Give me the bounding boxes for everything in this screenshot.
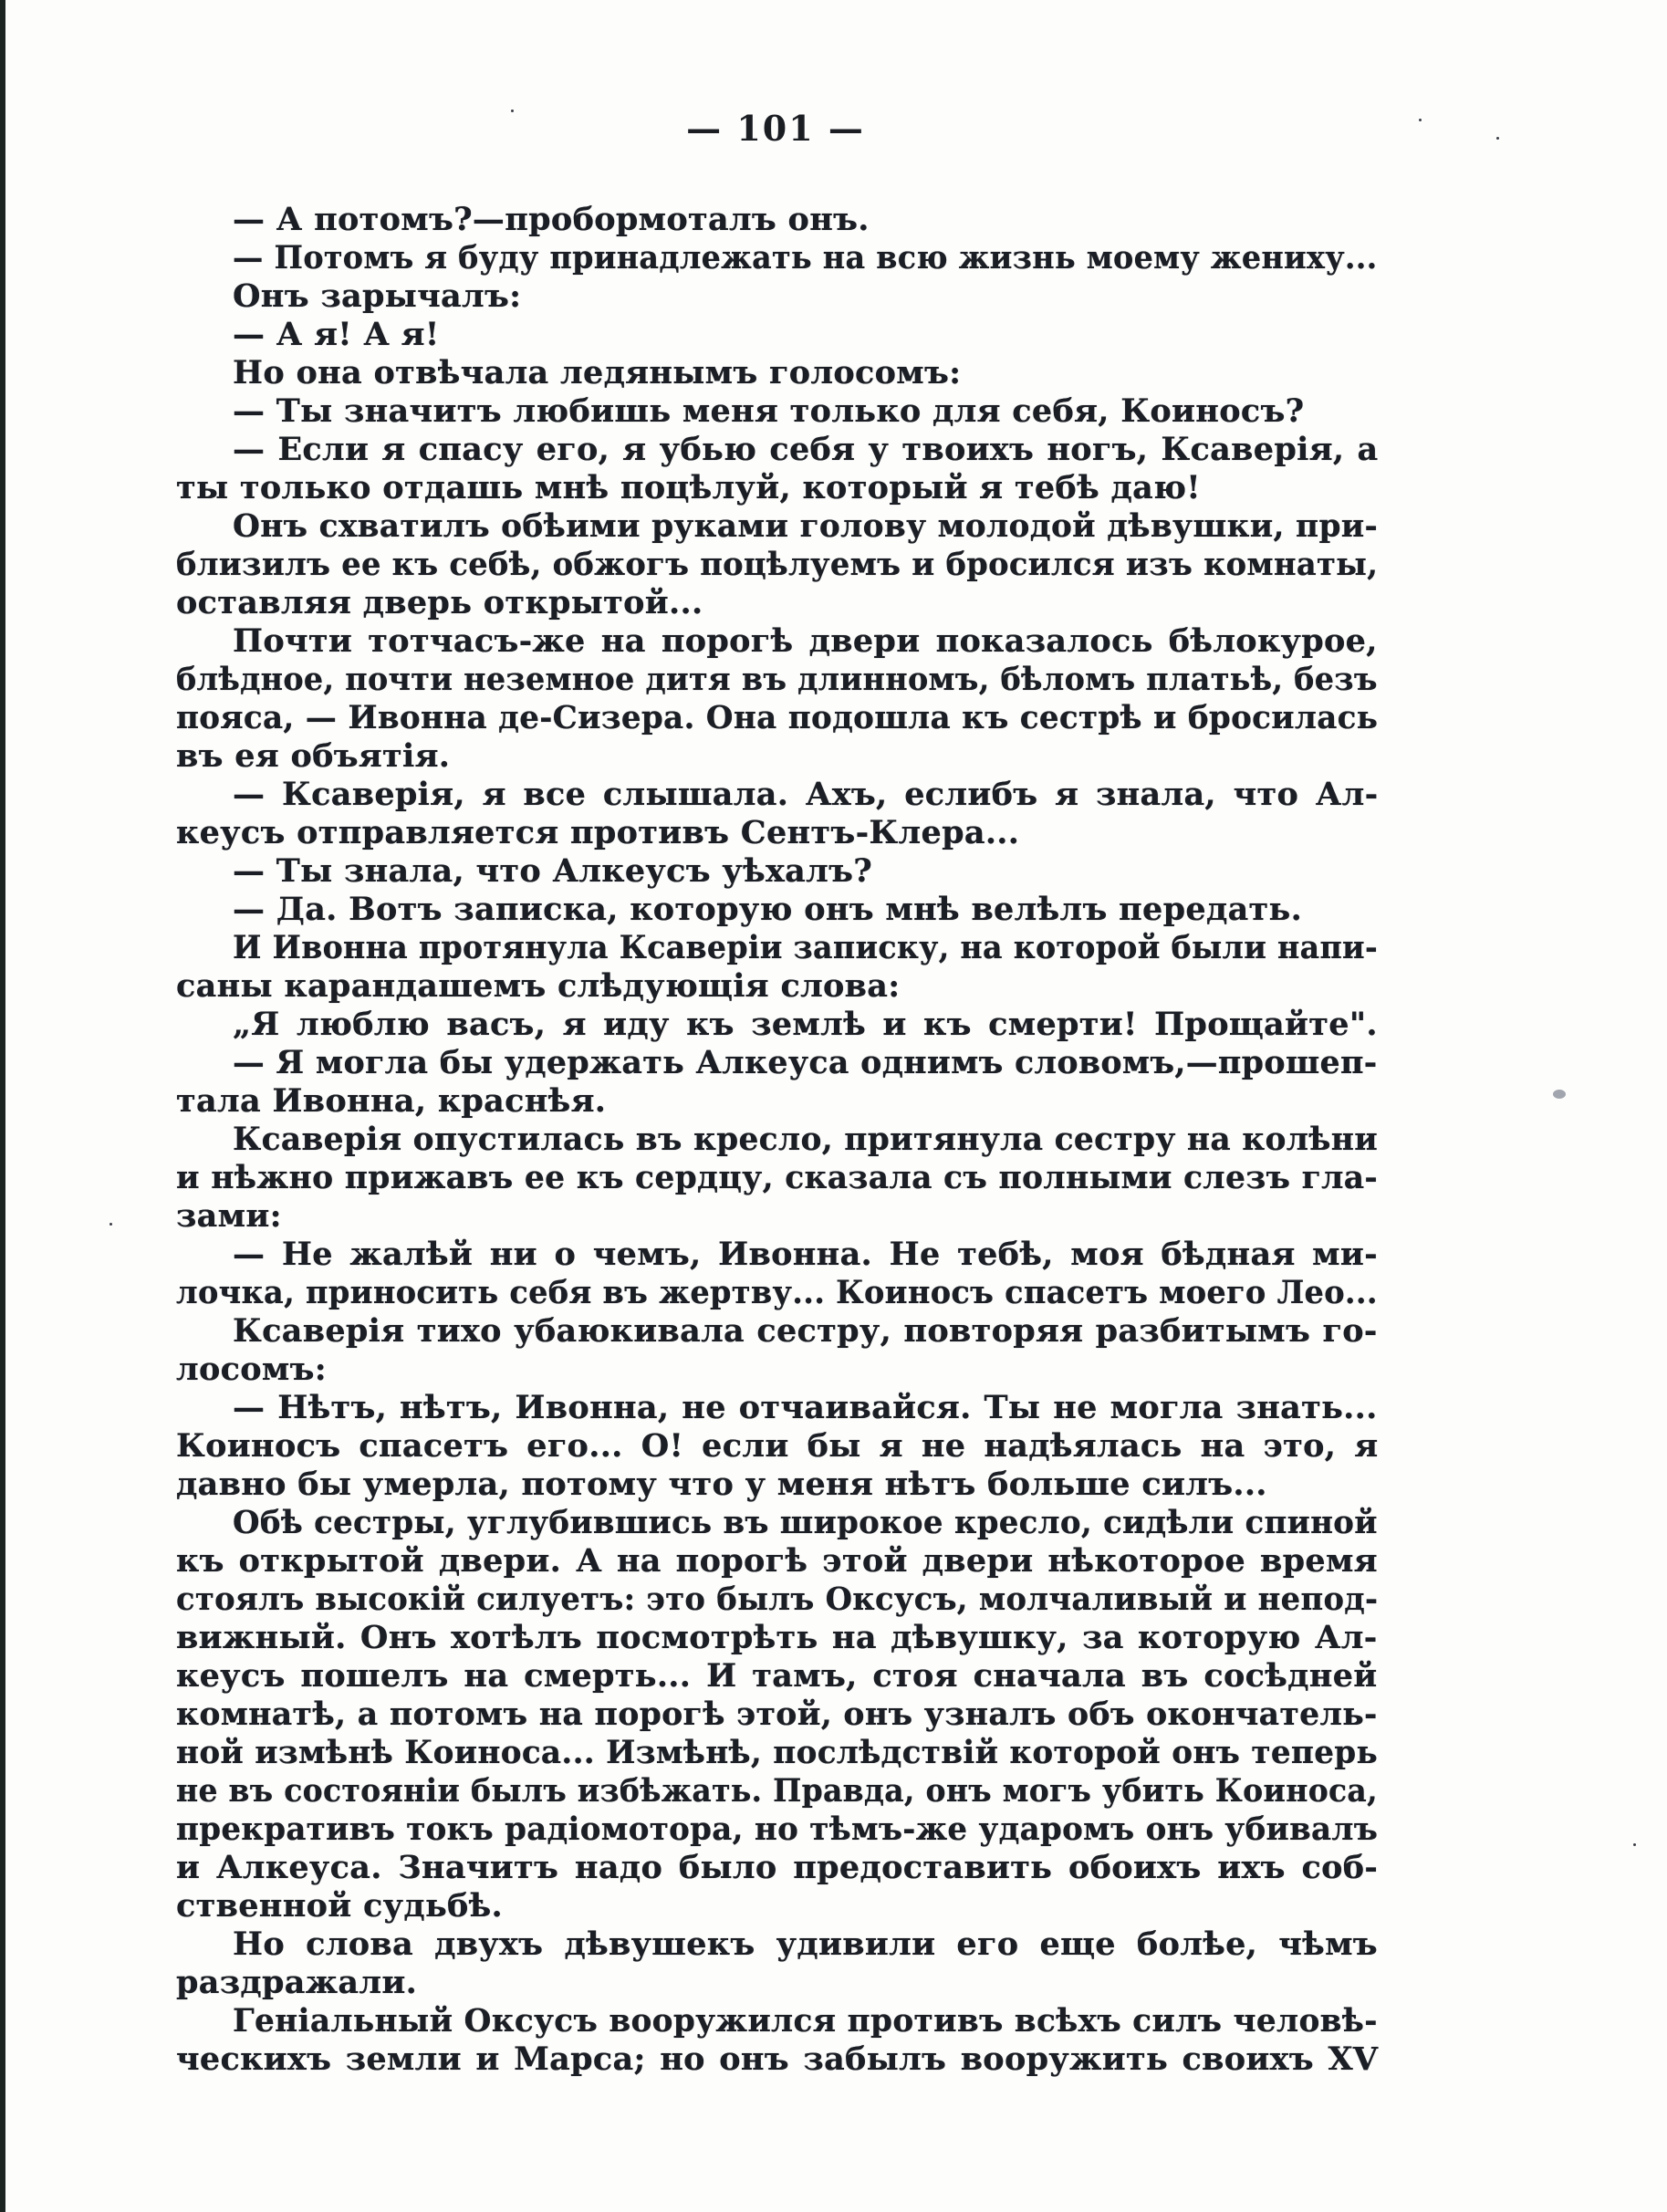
text-line-content: — Нѣтъ, нѣтъ, Ивонна, не отчаивайся. Ты не могла знать... [233, 1389, 1378, 1426]
scan-speck [1496, 137, 1499, 140]
text-line-content: Но слова двухъ дѣвушекъ удивили его еще болѣе, чѣмъ [233, 1925, 1378, 1963]
text-line [176, 316, 1378, 354]
text-line-content: зами: [176, 1197, 282, 1235]
text-line [176, 737, 1378, 776]
text-line [176, 1466, 1378, 1504]
text-line [176, 852, 1378, 891]
text-line-content: кеусъ пошелъ на смерть... И тамъ, стоя сначала въ сосѣдней [176, 1657, 1378, 1695]
body-text [176, 201, 1378, 2079]
text-line [176, 1504, 1378, 1542]
text-line-content: стоялъ высокій силуетъ: это былъ Оксусъ, молчаливый и непод- [176, 1581, 1379, 1618]
text-line-content: ственной судьбѣ. [176, 1887, 504, 1925]
text-line-content: давно бы умерла, потому что у меня нѣтъ больше силъ... [176, 1466, 1267, 1503]
text-line-content: въ ея объятія. [176, 737, 451, 775]
text-line-content: — А потомъ?—пробормоталъ онъ. [233, 201, 870, 238]
text-line [176, 1542, 1378, 1581]
text-line [176, 1619, 1378, 1657]
text-line [176, 469, 1378, 507]
text-line-content: не въ состояніи былъ избѣжать. Правда, онъ могъ убить Коиноса, [176, 1772, 1378, 1810]
text-line [176, 1159, 1378, 1197]
text-line [176, 1734, 1378, 1772]
text-line-content: вижный. Онъ хотѣлъ посмотрѣть на дѣвушку, за которую Ал- [176, 1619, 1378, 1656]
text-line [176, 277, 1378, 316]
text-line [176, 1925, 1378, 1964]
text-line [176, 1657, 1378, 1696]
text-line-content: — Да. Вотъ записка, которую онъ мнѣ велѣлъ передать. [233, 891, 1303, 928]
scan-speck [1419, 119, 1422, 121]
text-line-content: блѣдное, почти неземное дитя въ длинномъ, бѣломъ платьѣ, безъ [176, 661, 1378, 698]
text-line-content: ной измѣнѣ Коиноса... Измѣнѣ, послѣдствій которой онъ теперь [176, 1734, 1378, 1771]
text-line-content: — А я! А я! [233, 316, 440, 353]
text-line-content: — Ты знала, что Алкеусъ уѣхалъ? [233, 852, 873, 890]
text-line [176, 1197, 1378, 1236]
text-line-content: къ открытой двери. А на порогѣ этой двери нѣкоторое время [176, 1542, 1378, 1580]
text-line [176, 1274, 1378, 1312]
text-line-content: ческихъ земли и Марса; но онъ забылъ вооружить своихъ XV [176, 2040, 1379, 2078]
text-line [176, 1006, 1378, 1044]
text-line-content: комнатѣ, а потомъ на порогѣ этой, онъ узналъ объ окончатель- [176, 1696, 1378, 1733]
text-line [176, 1581, 1378, 1619]
text-line [176, 622, 1378, 661]
text-line-content: и Алкеуса. Значитъ надо было предоставить обоихъ ихъ соб- [176, 1849, 1379, 1886]
text-line [176, 1772, 1378, 1810]
text-line [176, 891, 1378, 929]
text-line-content: Обѣ сестры, углубившись въ широкое кресло, сидѣли спиной [233, 1504, 1378, 1541]
text-line [176, 2002, 1378, 2040]
text-line-content: тала Ивонна, краснѣя. [176, 1082, 607, 1120]
text-line [176, 776, 1378, 814]
text-line-content: пояса, — Ивонна де-Сизера. Она подошла къ сестрѣ и бросилась [176, 699, 1379, 736]
text-line-content: — Я могла бы удержать Алкеуса однимъ словомъ,—прошеп- [233, 1044, 1378, 1081]
text-line-content: лосомъ: [176, 1351, 327, 1388]
text-line [176, 239, 1378, 277]
text-line [176, 1044, 1378, 1082]
text-line [176, 1121, 1378, 1159]
scan-speck [1633, 1843, 1636, 1846]
scan-speck [511, 110, 514, 112]
text-line-content: и нѣжно прижавъ ее къ сердцу, сказала съ полными слезъ гла- [176, 1159, 1379, 1196]
text-line-content: — Потомъ я буду принадлежать на всю жизнь моему жениху... [233, 239, 1378, 276]
text-line [176, 1236, 1378, 1274]
text-line [176, 1082, 1378, 1121]
text-line [176, 661, 1378, 699]
text-line-content: — Ксаверія, я все слышала. Ахъ, еслибъ я знала, что Ал- [233, 776, 1379, 813]
text-line-content: Ксаверія опустилась въ кресло, притянула сестру на колѣни [233, 1121, 1379, 1158]
scan-speck [109, 1223, 112, 1226]
text-line [176, 392, 1378, 431]
text-line-content: Онъ зарычалъ: [233, 277, 522, 315]
text-line [176, 699, 1378, 737]
text-line-content: — Если я спасу его, я убью себя у твоихъ ногъ, Ксаверія, а [233, 431, 1379, 468]
text-line [176, 1964, 1378, 2002]
text-line [176, 1389, 1378, 1427]
text-line-content: „Я люблю васъ, я иду къ землѣ и къ смерти! Прощайте". [233, 1006, 1378, 1043]
text-line-content: ты только отдашь мнѣ поцѣлуй, который я тебѣ даю! [176, 469, 1201, 506]
text-line [176, 967, 1378, 1006]
text-line-content: близилъ ее къ себѣ, обжогъ поцѣлуемъ и бросился изъ комнаты, [176, 546, 1379, 583]
text-line [176, 1427, 1378, 1466]
text-line-content: — Ты значитъ любишь меня только для себя, Коиносъ? [233, 392, 1305, 430]
text-line [176, 201, 1378, 239]
text-line-content: Онъ схватилъ обѣими руками голову молодой дѣвушки, при- [233, 507, 1379, 545]
text-line-content: И Ивонна протянула Ксаверіи записку, на которой были напи- [233, 929, 1379, 966]
text-line [176, 1887, 1378, 1925]
text-line-content: раздражали. [176, 1964, 418, 2001]
text-line-content: саны карандашемъ слѣдующія слова: [176, 967, 901, 1005]
text-line [176, 1849, 1378, 1887]
scan-edge-border [0, 0, 5, 2212]
text-line [176, 1351, 1378, 1389]
text-line [176, 431, 1378, 469]
text-line-content: — Не жалѣй ни о чемъ, Ивонна. Не тебѣ, моя бѣдная ми- [233, 1236, 1378, 1273]
text-line [176, 507, 1378, 546]
text-line-content: кеусъ отправляется противъ Сентъ-Клера... [176, 814, 1020, 851]
text-line-content: Коиносъ спасетъ его... О! если бы я не надѣялась на это, я [176, 1427, 1379, 1465]
text-line [176, 1312, 1378, 1351]
text-line [176, 546, 1378, 584]
text-line [176, 584, 1378, 622]
text-line-content: лочка, приносить себя въ жертву... Коиносъ спасетъ моего Лео... [176, 1274, 1378, 1311]
scan-smudge [1553, 1090, 1566, 1099]
text-line-content: Но она отвѣчала ледянымъ голосомъ: [233, 354, 962, 391]
text-line-content: Геніальный Оксусъ вооружился противъ всѣхъ силъ человѣ- [233, 2002, 1378, 2040]
text-line [176, 354, 1378, 392]
text-line-content: прекративъ токъ радіомотора, но тѣмъ-же ударомъ онъ убивалъ [176, 1810, 1379, 1848]
text-line-content: Ксаверія тихо убаюкивала сестру, повторяя разбитымъ го- [233, 1312, 1378, 1350]
text-line [176, 814, 1378, 852]
text-line [176, 929, 1378, 967]
text-line-content: Почти тотчасъ-же на порогѣ двери показалось бѣлокурое, [233, 622, 1378, 660]
text-line [176, 1810, 1378, 1849]
page-number: — 101 — [686, 108, 865, 149]
text-line [176, 1696, 1378, 1734]
text-line-content: оставляя дверь открытой... [176, 584, 703, 621]
text-line [176, 2040, 1378, 2079]
